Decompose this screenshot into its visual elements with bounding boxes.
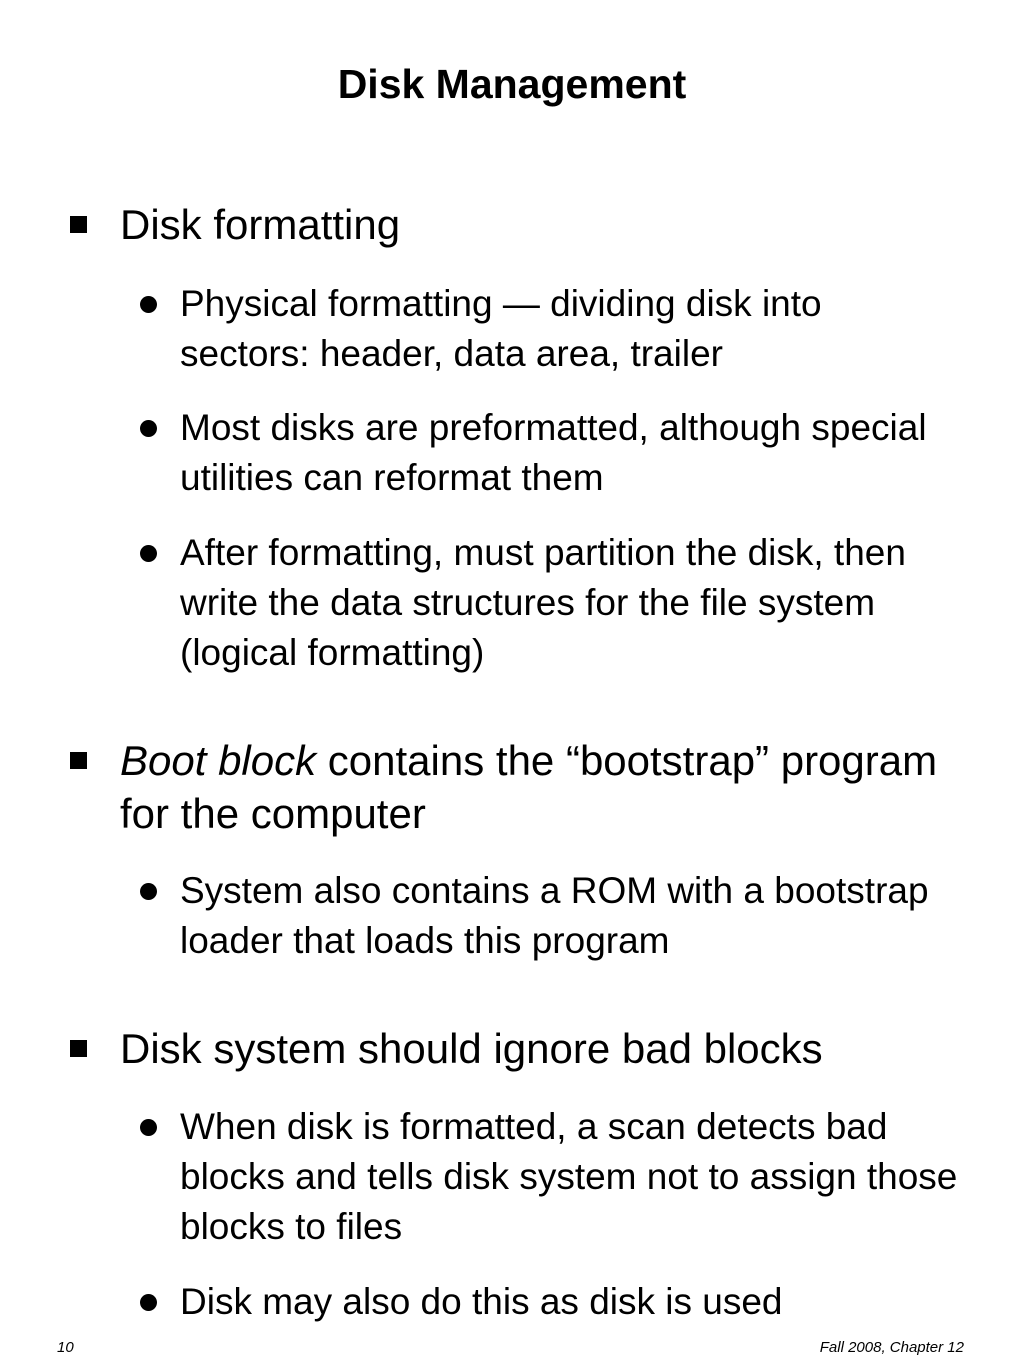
sub-bullet-partition bbox=[180, 528, 960, 678]
bullet-disk-formatting bbox=[120, 198, 980, 251]
sub-bullet-text: When disk is formatted, a scan detects bad blocks and tells disk system not to assign those blocks to files bbox=[180, 1106, 958, 1247]
bullet-text: Disk formatting bbox=[120, 201, 401, 248]
round-bullet-icon bbox=[140, 545, 157, 562]
bullet-boot-block bbox=[120, 734, 980, 840]
sub-bullet-text: System also contains a ROM with a bootstrap loader that loads this program bbox=[180, 870, 929, 961]
page-number: 10 bbox=[57, 1339, 74, 1356]
square-bullet-icon bbox=[70, 752, 87, 769]
sub-bullet-rom-loader bbox=[180, 866, 960, 966]
footer-course-info: Fall 2008, Chapter 12 bbox=[819, 1339, 964, 1356]
sub-bullet-physical-formatting bbox=[180, 279, 960, 379]
sub-bullet-text: Disk may also do this as disk is used bbox=[180, 1281, 783, 1322]
sub-bullet-scan-detects bbox=[180, 1102, 960, 1252]
slide-title: Disk Management bbox=[337, 61, 687, 107]
sub-bullet-text: Most disks are preformatted, although special utilities can reformat them bbox=[180, 407, 927, 498]
bullet-text-italic: Boot block bbox=[120, 737, 317, 784]
round-bullet-icon bbox=[140, 883, 157, 900]
sub-bullet-text: After formatting, must partition the disk, then write the data structures for the file system (logical formatting) bbox=[180, 532, 906, 673]
round-bullet-icon bbox=[140, 1119, 157, 1136]
sub-bullet-preformatted bbox=[180, 403, 960, 503]
sub-bullet-as-used bbox=[180, 1277, 960, 1327]
round-bullet-icon bbox=[140, 296, 157, 313]
square-bullet-icon bbox=[70, 216, 87, 233]
round-bullet-icon bbox=[140, 1294, 157, 1311]
bullet-text: contains the “bootstrap” program for the computer bbox=[120, 737, 938, 837]
square-bullet-icon bbox=[70, 1040, 87, 1057]
bullet-bad-blocks bbox=[120, 1022, 980, 1075]
bullet-text: Disk system should ignore bad blocks bbox=[120, 1025, 823, 1072]
sub-bullet-text: Physical formatting — dividing disk into sectors: header, data area, trailer bbox=[180, 283, 822, 374]
round-bullet-icon bbox=[140, 420, 157, 437]
